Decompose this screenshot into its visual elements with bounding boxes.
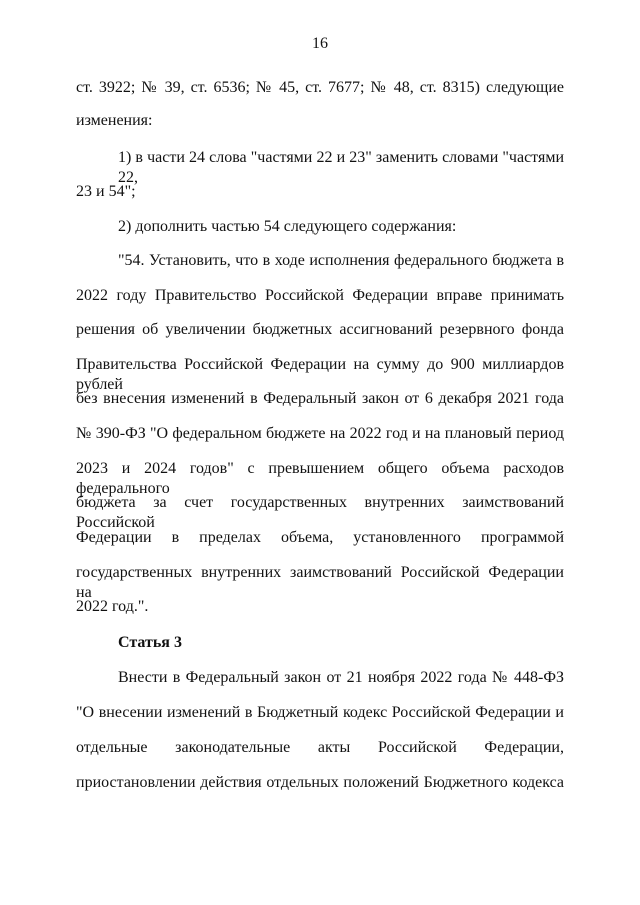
text-line: "О внесении изменений в Бюджетный кодекс Российской Федерации и	[76, 704, 564, 721]
text-line: Внести в Федеральный закон от 21 ноября 2022 года № 448-ФЗ	[118, 669, 564, 686]
text-line: 2) дополнить частью 54 следующего содержания:	[118, 218, 457, 235]
text-line: государственных внутренних заимствований Российской Федерации на	[76, 564, 564, 601]
text-line: без внесения изменений в Федеральный закон от 6 декабря 2021 года	[76, 390, 564, 407]
text-line: приостановлении действия отдельных положений Бюджетного кодекса	[76, 774, 564, 791]
text-line: Правительства Российской Федерации на сумму до 900 миллиардов рублей	[76, 356, 564, 393]
text-line: 2023 и 2024 годов" с превышением общего объема расходов федерального	[76, 460, 564, 497]
text-line: 1) в части 24 слова "частями 22 и 23" заменить словами "частями 22,	[118, 149, 564, 186]
text-line: изменения:	[76, 112, 153, 129]
text-line: решения об увеличении бюджетных ассигнований резервного фонда	[76, 321, 564, 338]
text-line: "54. Установить, что в ходе исполнения федерального бюджета в	[118, 252, 564, 269]
text-line: 2022 году Правительство Российской Федерации вправе принимать	[76, 287, 564, 304]
text-line: ст. 3922; № 39, ст. 6536; № 45, ст. 7677; № 48, ст. 8315) следующие	[76, 79, 564, 96]
text-line: 23 и 54";	[76, 183, 136, 200]
text-line: № 390-ФЗ "О федеральном бюджете на 2022 год и на плановый период	[76, 425, 564, 442]
page-number: 16	[312, 35, 328, 52]
article-heading: Статья 3	[118, 634, 182, 651]
text-line: Федерации в пределах объема, установленного программой	[76, 529, 564, 546]
text-line: отдельные законодательные акты Российской Федерации,	[76, 739, 564, 756]
text-line: 2022 год.".	[76, 598, 149, 615]
text-line: бюджета за счет государственных внутренних заимствований Российской	[76, 494, 564, 531]
